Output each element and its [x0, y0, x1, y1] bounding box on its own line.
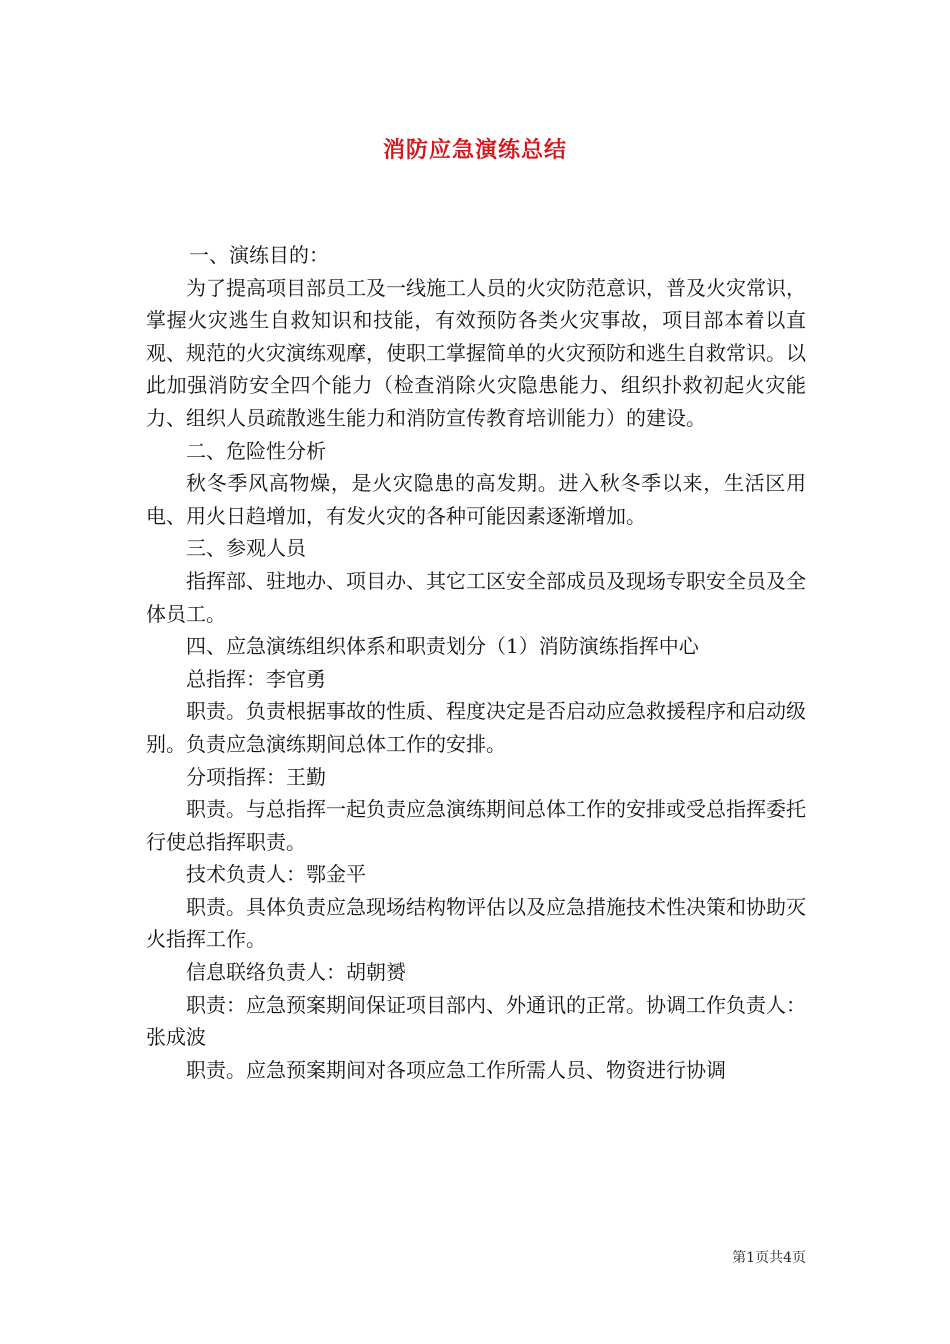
section-heading-purpose: 一、演练目的： [189, 243, 329, 267]
communications-lead-duties: 职责：应急预案期间保证项目部内、外通讯的正常。协调工作负责人：张成波 [146, 992, 806, 1050]
commander-line: 总指挥：李官勇 [186, 666, 326, 691]
document-body [146, 239, 806, 1086]
section-heading-visitors: 三、参观人员 [186, 536, 306, 561]
technical-lead-duties: 职责。具体负责应急现场结构物评估以及应急措施技术性决策和协助灭火指挥工作。 [146, 894, 806, 952]
coordination-duties: 职责。应急预案期间对各项应急工作所需人员、物资进行协调 [186, 1057, 726, 1082]
sub-commander-duties: 职责。与总指挥一起负责应急演练期间总体工作的安排或受总指挥委托行使总指挥职责。 [146, 797, 806, 854]
paragraph-risk-analysis: 秋冬季风高物燥，是火灾隐患的高发期。进入秋冬季以来，生活区用电、用火日趋增加，有发火灾的各种可能因素逐渐增加。 [146, 471, 806, 528]
page-number [0, 1248, 806, 1268]
paragraph-purpose: 为了提高项目部员工及一线施工人员的火灾防范意识，普及火灾常识，掌握火灾逃生自救知识和技能，有效预防各类火灾事故，项目部本着以直观、规范的火灾演练观摩，使职工掌握简单的火灾预防和逃生自救常识。以此加强消防安全四个能力（检查消除火灾隐患能力、组织扑救初起火灾能力、组织人员疏散逃生能力和消防宣传教育培训能力）的建设。 [146, 275, 806, 430]
page-number-label: 第1页共4页 [732, 1250, 806, 1266]
section-heading-risk-analysis: 二、危险性分析 [186, 438, 326, 463]
commander-duties: 职责。负责根据事故的性质、程度决定是否启动应急救援程序和启动级别。负责应急演练期间总体工作的安排。 [146, 699, 806, 756]
sub-commander-line: 分项指挥：王勤 [186, 764, 326, 789]
paragraph-visitors: 指挥部、驻地办、项目办、其它工区安全部成员及现场专职安全员及全体员工。 [146, 568, 806, 626]
document-title: 消防应急演练总结 [382, 137, 567, 163]
technical-lead-line: 技术负责人：鄂金平 [186, 862, 366, 887]
section-heading-organization: 四、应急演练组织体系和职责划分（1）消防演练指挥中心 [186, 634, 699, 659]
communications-lead-line: 信息联络负责人：胡朝赟 [186, 960, 406, 985]
